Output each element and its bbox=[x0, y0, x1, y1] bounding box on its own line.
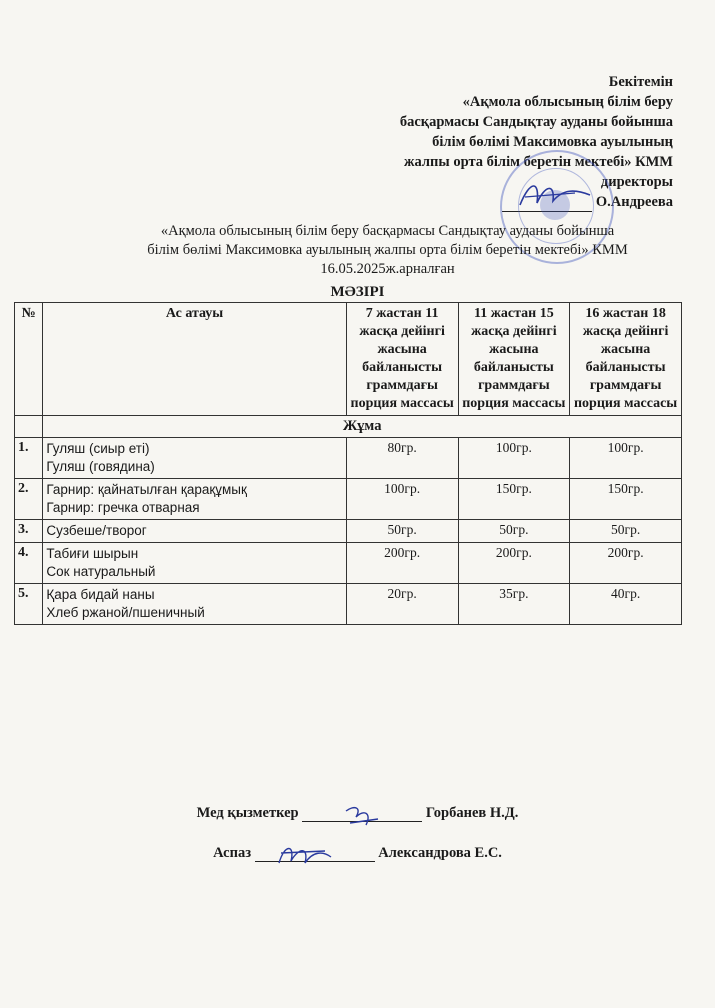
row-num: 2. bbox=[15, 479, 43, 520]
portion-11-15: 150гр. bbox=[458, 479, 570, 520]
portion-11-15: 200гр. bbox=[458, 543, 570, 584]
approval-line: жалпы орта білім беретін мектебі» КММ bbox=[404, 154, 673, 170]
header-age-16-18: 16 жастан 18 жасқа дейінгі жасына байланысты граммдағы порция массасы bbox=[570, 303, 682, 416]
subtitle-date: 16.05.2025ж.арналған bbox=[320, 261, 455, 277]
table-row bbox=[15, 479, 682, 520]
portion-7-11: 100гр. bbox=[346, 479, 458, 520]
menu-title: МӘЗІРІ bbox=[330, 284, 385, 300]
dish-name-kz: Гарнир: қайнатылған қарақұмық bbox=[46, 482, 247, 497]
cook-label: Аспаз bbox=[213, 845, 252, 861]
portion-7-11: 80гр. bbox=[346, 438, 458, 479]
row-num: 5. bbox=[15, 584, 43, 625]
dish-name-ru: Гуляш (говядина) bbox=[46, 459, 155, 474]
dish-name-ru: Гарнир: гречка отварная bbox=[46, 500, 200, 515]
dish-name-kz: Табиғи шырын bbox=[46, 546, 139, 561]
dish-name bbox=[43, 438, 346, 479]
portion-7-11: 200гр. bbox=[346, 543, 458, 584]
menu-rows bbox=[15, 438, 682, 625]
dish-name bbox=[43, 543, 346, 584]
dish-name-ru: Сок натуральный bbox=[46, 564, 156, 579]
portion-7-11: 20гр. bbox=[346, 584, 458, 625]
dish-name-kz: Гуляш (сиыр еті) bbox=[46, 441, 150, 456]
cook-name: Александрова Е.С. bbox=[378, 845, 502, 861]
table-row bbox=[15, 584, 682, 625]
portion-11-15: 35гр. bbox=[458, 584, 570, 625]
table-row bbox=[15, 438, 682, 479]
approval-line: директоры bbox=[600, 174, 673, 190]
menu-table bbox=[14, 302, 682, 625]
director-signature bbox=[515, 175, 595, 215]
row-num: 3. bbox=[15, 520, 43, 543]
day-row-spacer bbox=[15, 416, 43, 438]
approval-heading: Бекітемін bbox=[608, 74, 673, 90]
day-label: Жұма bbox=[43, 416, 682, 438]
approval-line: білім бөлімі Максимовка ауылының bbox=[432, 134, 673, 150]
director-name: О.Андреева bbox=[595, 194, 673, 210]
header-age-7-11: 7 жастан 11 жасқа дейінгі жасына байланысты граммдағы порция массасы bbox=[346, 303, 458, 416]
cook-line bbox=[0, 845, 715, 862]
portion-16-18: 50гр. bbox=[570, 520, 682, 543]
subtitle-line: білім бөлімі Максимовка ауылының жалпы орта білім беретін мектебі» КММ bbox=[147, 242, 628, 258]
med-worker-name: Горбанев Н.Д. bbox=[425, 805, 519, 821]
portion-16-18: 100гр. bbox=[570, 438, 682, 479]
portion-11-15: 100гр. bbox=[458, 438, 570, 479]
cook-signature-line bbox=[255, 861, 375, 862]
header-num: № bbox=[15, 303, 43, 416]
med-signature bbox=[342, 803, 382, 833]
med-worker-line bbox=[0, 805, 715, 822]
med-worker-label: Мед қызметкер bbox=[196, 805, 299, 821]
portion-16-18: 200гр. bbox=[570, 543, 682, 584]
dish-name bbox=[43, 584, 346, 625]
header-dish-name: Ас атауы bbox=[43, 303, 346, 416]
portion-11-15: 50гр. bbox=[458, 520, 570, 543]
cook-signature bbox=[275, 839, 335, 871]
med-signature-line bbox=[302, 821, 422, 822]
dish-name-kz: Сузбеше/творог bbox=[46, 523, 147, 538]
approval-line: «Ақмола облысының білім беру bbox=[462, 94, 673, 110]
table-row bbox=[15, 543, 682, 584]
row-num: 4. bbox=[15, 543, 43, 584]
table-row bbox=[15, 520, 682, 543]
table-header-row bbox=[15, 303, 682, 416]
portion-16-18: 40гр. bbox=[570, 584, 682, 625]
dish-name bbox=[43, 520, 346, 543]
day-row bbox=[15, 416, 682, 438]
dish-name bbox=[43, 479, 346, 520]
subtitle-line: «Ақмола облысының білім беру басқармасы Сандықтау ауданы бойынша bbox=[160, 223, 615, 239]
approval-line: басқармасы Сандықтау ауданы бойынша bbox=[399, 114, 673, 130]
row-num: 1. bbox=[15, 438, 43, 479]
document-subtitle bbox=[95, 222, 680, 279]
header-age-11-15: 11 жастан 15 жасқа дейінгі жасына байланысты граммдағы порция массасы bbox=[458, 303, 570, 416]
dish-name-kz: Қара бидай наны bbox=[46, 587, 155, 602]
portion-7-11: 50гр. bbox=[346, 520, 458, 543]
portion-16-18: 150гр. bbox=[570, 479, 682, 520]
dish-name-ru: Хлеб ржаной/пшеничный bbox=[46, 605, 205, 620]
